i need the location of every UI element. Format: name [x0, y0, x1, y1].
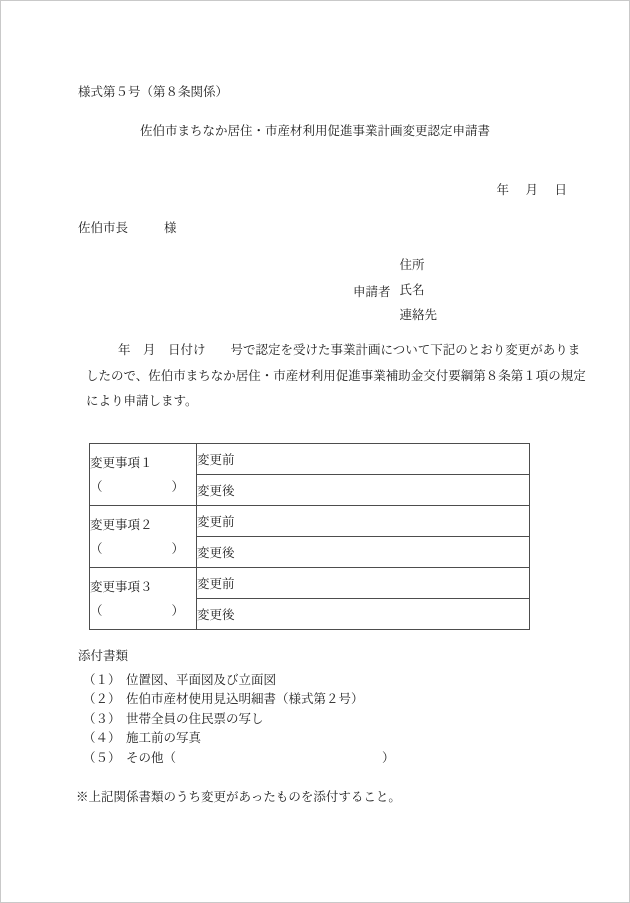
change-item-2-cell [90, 506, 197, 568]
paren-open: （ [90, 541, 103, 556]
change-item-3-after-cell: 変更後 [197, 599, 530, 630]
body-line-2: したので、佐伯市まちなか居住・市産材利用促進事業補助金交付要綱第８条第１項の規定 [86, 368, 586, 383]
change-item-2-label: 変更事項２ [90, 517, 153, 532]
footnote: ※上記関係書類のうち変更があったものを添付すること。 [76, 790, 401, 804]
change-item-1-cell [90, 444, 197, 506]
attachment-text: その他（ [126, 750, 177, 765]
attachment-number: （５） [83, 750, 121, 765]
addressee-name: 佐伯市長 [78, 221, 129, 235]
attachment-text: 世帯全員の住民票の写し [126, 711, 264, 726]
body-paragraph [86, 338, 586, 415]
paren-close: ） [171, 479, 184, 494]
attachment-item-2 [78, 690, 395, 709]
attachment-item-1 [78, 671, 395, 690]
attachment-number: （１） [83, 673, 121, 687]
addressee-line [78, 218, 177, 236]
attachment-number: （３） [83, 711, 121, 726]
applicant-label: 申請者 [353, 284, 391, 299]
attachments-section [78, 647, 395, 768]
change-item-2-blank [90, 537, 196, 561]
applicant-name-field: 氏名 [399, 283, 425, 297]
attachment-text: 施工前の写真 [126, 731, 202, 746]
attachment-item-4 [78, 729, 395, 748]
table-row [90, 444, 530, 475]
applicant-contact-field: 連絡先 [399, 308, 438, 322]
body-line-3: により申請します。 [86, 394, 198, 408]
change-item-2-after-cell: 変更後 [197, 537, 530, 568]
change-item-1-blank [90, 475, 196, 499]
change-item-3-label: 変更事項３ [90, 579, 153, 594]
paren-close: ） [382, 750, 395, 765]
date-field: 年 月 日 [496, 183, 569, 197]
paren-open: （ [90, 479, 103, 494]
paren-close: ） [171, 603, 184, 618]
change-item-1-before-cell: 変更前 [197, 444, 530, 475]
change-items-table [89, 443, 530, 630]
applicant-address-field: 住所 [399, 258, 425, 272]
change-item-3-before-cell: 変更前 [197, 568, 530, 599]
body-line-1: 年 月 日付け 号で認定を受けた事業計画について下記のとおり変更がありま [118, 343, 581, 357]
applicant-block [353, 253, 437, 328]
table-row [90, 506, 530, 537]
attachment-number: （２） [83, 692, 121, 707]
change-item-1-label: 変更事項１ [90, 455, 153, 470]
table-row [90, 568, 530, 599]
attachment-text: 位置図、平面図及び立面図 [126, 673, 277, 687]
attachment-item-3 [78, 710, 395, 729]
applicant-fields [400, 253, 438, 328]
page-title: 佐伯市まちなか居住・市産材利用促進事業計画変更認定申請書 [139, 124, 490, 138]
attachment-number: （４） [83, 731, 121, 746]
attachment-text: 佐伯市産材使用見込明細書（様式第２号） [126, 692, 364, 707]
change-item-3-cell [90, 568, 197, 630]
attachment-item-5 [78, 749, 395, 768]
paren-open: （ [90, 603, 103, 618]
other-blank-field [176, 749, 382, 768]
attachments-heading: 添付書類 [78, 649, 129, 663]
change-item-2-before-cell: 変更前 [197, 506, 530, 537]
change-item-3-blank [90, 599, 196, 623]
change-item-1-after-cell: 変更後 [197, 475, 530, 506]
form-number: 様式第５号（第８条関係） [78, 85, 229, 99]
paren-close: ） [171, 541, 184, 556]
addressee-honorific: 様 [164, 221, 177, 235]
